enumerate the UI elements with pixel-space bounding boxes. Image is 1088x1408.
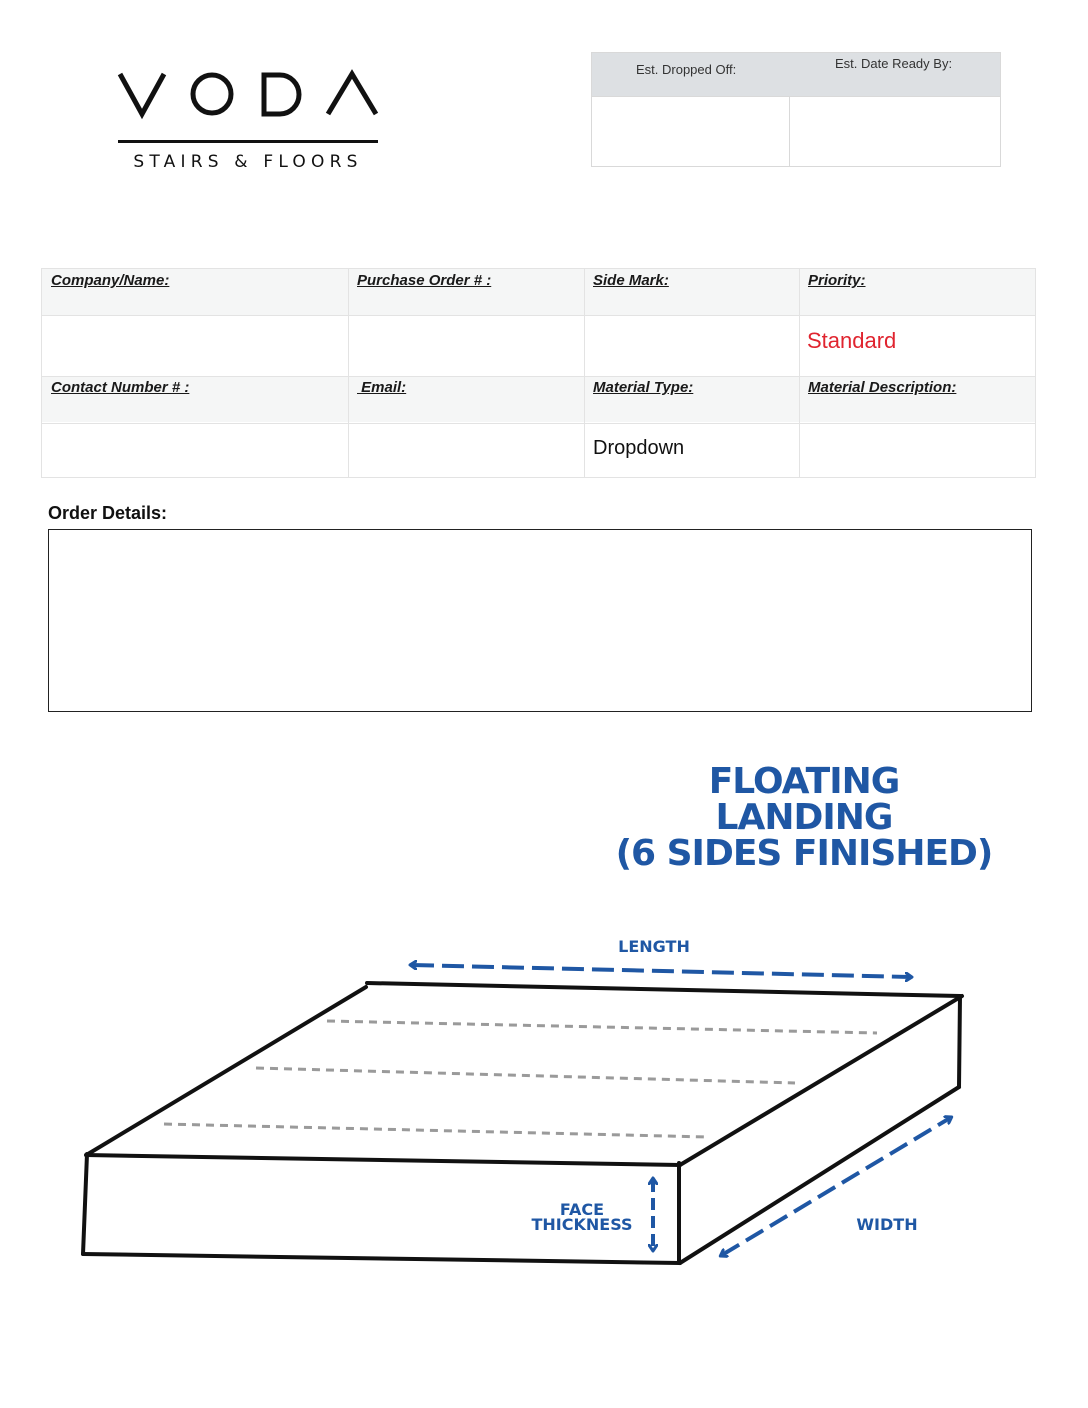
contact-label: Contact Number # : <box>51 379 190 396</box>
title-line-1: FLOATING <box>708 761 900 802</box>
length-arrow <box>412 965 910 977</box>
order-details-input[interactable] <box>48 529 1032 712</box>
material-type-label: Material Type: <box>593 379 694 396</box>
dates-table <box>591 52 1001 167</box>
side-mark-field[interactable] <box>585 316 799 376</box>
priority-label: Priority: <box>808 272 866 289</box>
length-label: LENGTH <box>618 937 690 956</box>
ready-by-label: Est. Date Ready By: <box>835 56 953 71</box>
thickness-label: THICKNESS <box>531 1215 633 1234</box>
face-label: FACE <box>559 1200 605 1219</box>
diagram-title <box>604 761 1004 874</box>
width-arrow <box>722 1118 950 1255</box>
title-line-3: (6 SIDES FINISHED) <box>615 833 993 874</box>
po-field[interactable] <box>349 316 584 376</box>
material-desc-label: Material Description: <box>808 379 957 396</box>
logo-divider <box>118 140 378 143</box>
floating-landing-diagram <box>0 900 1088 1300</box>
contact-field[interactable] <box>42 424 348 476</box>
email-field[interactable] <box>349 424 584 476</box>
logo-tagline: STAIRS & FLOORS <box>133 152 363 172</box>
landing-illustration <box>0 900 1088 1300</box>
side-mark-label: Side Mark: <box>593 272 669 289</box>
voda-logo <box>116 64 380 128</box>
material-desc-field[interactable] <box>800 424 1035 476</box>
grid-header-row-1 <box>42 269 1035 315</box>
dropped-off-label: Est. Dropped Off: <box>636 62 737 77</box>
dropped-off-field[interactable] <box>592 97 788 165</box>
priority-field[interactable]: Standard <box>807 328 897 353</box>
company-label: Company/Name: <box>51 272 170 289</box>
ready-by-field[interactable] <box>790 97 999 165</box>
email-label: Email: <box>357 379 407 396</box>
order-info-grid <box>41 268 1036 478</box>
order-details-label: Order Details: <box>48 503 168 523</box>
grid-line <box>42 376 1035 377</box>
po-label: Purchase Order # : <box>357 272 492 289</box>
company-field[interactable] <box>42 316 348 376</box>
title-line-2: LANDING <box>715 797 893 838</box>
material-type-dropdown[interactable]: Dropdown <box>593 437 685 459</box>
plank-seams <box>164 1021 877 1137</box>
width-label: WIDTH <box>856 1215 918 1234</box>
